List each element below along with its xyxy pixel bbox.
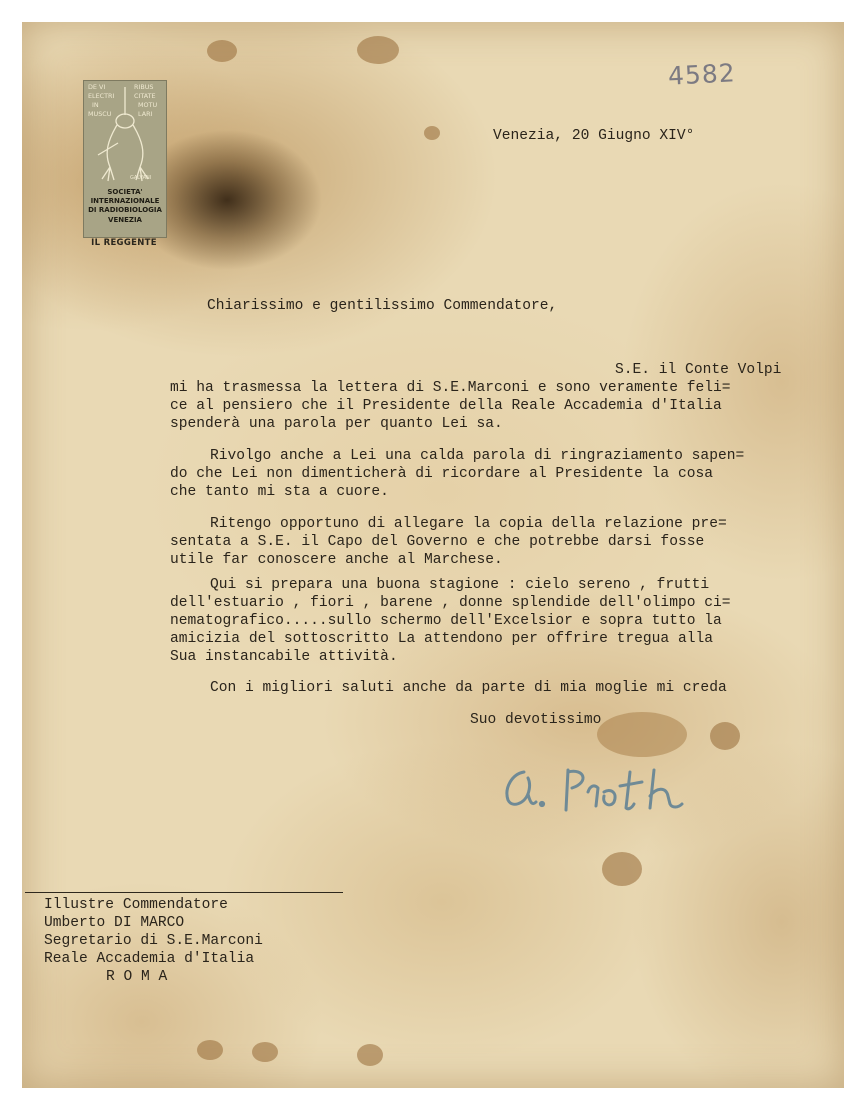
body-line: nematografico.....sullo schermo dell'Excelsior e sopra tutto la <box>170 613 722 629</box>
motto-text: LARI <box>138 110 153 118</box>
stain-spot <box>424 126 440 140</box>
stain-spot <box>252 1042 278 1062</box>
body-line: mi ha trasmessa la lettera di S.E.Marconi e sono veramente feli= <box>170 380 731 396</box>
org-line: VENEZIA <box>108 215 142 224</box>
motto-text: MUSCU <box>88 110 112 118</box>
body-line: Rivolgo anche a Lei una calda parola di ringraziamento sapen= <box>210 448 745 464</box>
org-line: INTERNAZIONALE <box>90 197 160 206</box>
motto-text: CITATE <box>134 92 156 100</box>
org-line: SOCIETA' <box>107 188 143 196</box>
org-line: DI RADIOBIOLOGIA <box>88 206 162 215</box>
address-rule <box>25 892 343 893</box>
stain-spot <box>207 40 237 62</box>
addressee-line: Illustre Commendatore <box>44 897 228 913</box>
body-line: Qui si prepara una buona stagione : cielo sereno , frutti <box>210 577 710 593</box>
letterhead-logo <box>83 80 167 238</box>
stain-spot <box>710 722 740 750</box>
motto-text: RIBUS <box>134 83 154 91</box>
letterhead-role: IL REGGENTE <box>91 238 157 248</box>
motto-text: ELECTRI <box>88 92 115 100</box>
addressee-line: Reale Accademia d'Italia <box>44 951 255 967</box>
frog-legs-emblem-icon <box>90 85 160 185</box>
motto-text: MOTU <box>138 101 158 109</box>
stain-spot <box>357 36 399 64</box>
body-line: ce al pensiero che il Presidente della Reale Accademia d'Italia <box>170 398 722 414</box>
body-line: dell'estuario , fiori , barene , donne splendide dell'olimpo ci= <box>170 595 731 611</box>
stain-spot <box>357 1044 383 1066</box>
salutation: Chiarissimo e gentilissimo Commendatore, <box>207 298 558 314</box>
stain-spot <box>197 1040 223 1060</box>
organization-name <box>84 188 166 225</box>
motto-text: IN <box>92 101 99 109</box>
addressee-line: R O M A <box>106 969 168 985</box>
body-line: Con i migliori saluti anche da parte di mia moglie mi creda <box>210 680 727 696</box>
addressee-line: Segretario di S.E.Marconi <box>44 933 263 949</box>
closing: Suo devotissimo <box>470 712 602 728</box>
body-line: amicizia del sottoscritto La attendono per offrire tregua alla <box>170 631 713 647</box>
body-line: Sua instancabile attività. <box>170 649 398 665</box>
stain-spot <box>597 712 687 757</box>
handwritten-signature <box>496 752 696 822</box>
body-line: utile far conoscere anche al Marchese. <box>170 552 503 568</box>
body-line: spenderà una parola per quanto Lei sa. <box>170 416 503 432</box>
body-line: che tanto mi sta a cuore. <box>170 484 389 500</box>
emblem-caption: GALVANI <box>130 175 152 181</box>
body-line: sentata a S.E. il Capo del Governo e che potrebbe darsi fosse <box>170 534 705 550</box>
place-date: Venezia, 20 Giugno XIV° <box>493 128 695 144</box>
body-line: do che Lei non dimenticherà di ricordare al Presidente la cosa <box>170 466 713 482</box>
stain-spot <box>602 852 642 886</box>
body-line: Ritengo opportuno di allegare la copia della relazione pre= <box>210 516 727 532</box>
archive-number: 4582 <box>667 58 737 91</box>
body-line: S.E. il Conte Volpi <box>615 362 782 378</box>
motto-text: DE VI <box>88 83 106 91</box>
addressee-line: Umberto DI MARCO <box>44 915 185 931</box>
